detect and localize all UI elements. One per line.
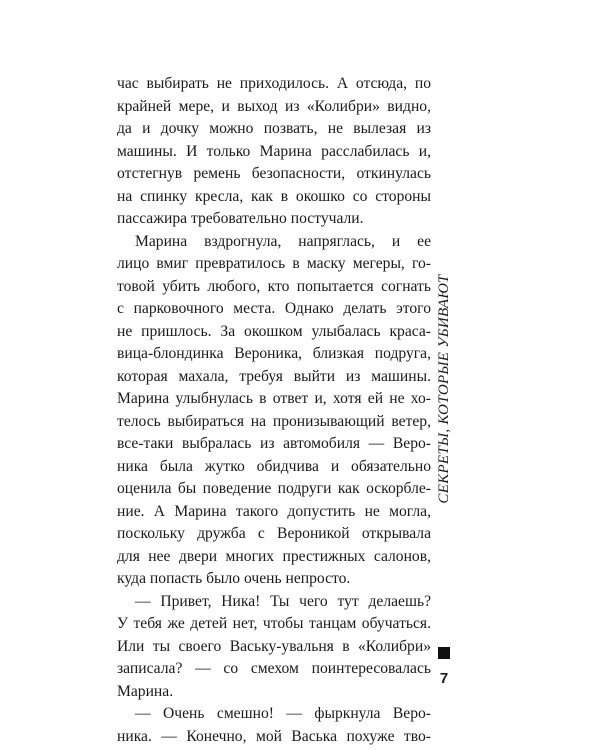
text-line: поскольку дружба с Вероникой открывала: [117, 525, 431, 542]
running-head: СЕКРЕТЫ, КОТОРЫЕ УБИВАЮТ: [436, 274, 452, 504]
text-line: оценила бы поведение подруги как оскорбле-: [117, 480, 431, 497]
text-line: Марина улыбнулась в ответ и, хотя ей не хо-: [117, 390, 431, 407]
text-line: ника. — Конечно, мой Васька похуже тво-: [117, 727, 431, 745]
text-line: все-таки выбралась из автомобиля — Веро-: [117, 435, 431, 452]
text-line: на спинку кресла, как в окошко со стороны: [117, 187, 431, 205]
text-line: записала? — со смехом поинтересовалась: [117, 660, 431, 677]
text-line: куда попасть было очень непросто.: [117, 570, 351, 587]
body-text: [117, 73, 431, 748]
text-line: Или ты своего Ваську-увальня в «Колибри»: [117, 637, 431, 655]
text-line: отстегнув ремень безопасности, откинулась: [117, 165, 431, 182]
text-line: лицо вмиг превратилось в маску мегеры, го-: [117, 255, 431, 272]
text-line: У тебя же детей нет, чтобы танцам обучаться.: [117, 615, 431, 632]
text-line: крайней мере, и выход из «Колибри» видно,: [117, 97, 431, 115]
text-line: ника была жутко обидчива и обязательно: [117, 457, 431, 475]
text-line: — Привет, Ника! Ты чего тут делаешь?: [135, 592, 431, 610]
text-line: пассажира требовательно постучали.: [117, 210, 364, 227]
text-line: — Очень смешно! — фыркнула Веро-: [135, 705, 431, 722]
text-line: час выбирать не приходилось. А отсюда, по: [117, 75, 431, 92]
text-line: ние. А Марина такого допустить не могла,: [117, 502, 431, 520]
text-line: Марина вздрогнула, напряглась, и ее: [135, 232, 431, 250]
text-line: вица-блондинка Вероника, близкая подруга,: [117, 345, 431, 362]
text-line: да и дочку можно позвать, не вылезая из: [117, 120, 431, 137]
text-line: с парковочного места. Однако делать этого: [117, 300, 431, 317]
page-number: 7: [439, 670, 449, 687]
text-line: машины. И только Марина расслабилась и,: [117, 142, 431, 160]
text-line: которая махала, требуя выйти из машины.: [117, 367, 431, 385]
section-marker-square: [438, 647, 450, 659]
text-line: не пришлось. За окошком улыбалась краса-: [117, 322, 431, 340]
text-line: телось выбираться на пронизывающий ветер,: [117, 412, 431, 430]
text-line: Марина.: [117, 682, 174, 700]
text-line: для нее двери многих престижных салонов,: [117, 547, 431, 565]
text-line: товой убить любого, кто попытается согнать: [117, 277, 431, 295]
